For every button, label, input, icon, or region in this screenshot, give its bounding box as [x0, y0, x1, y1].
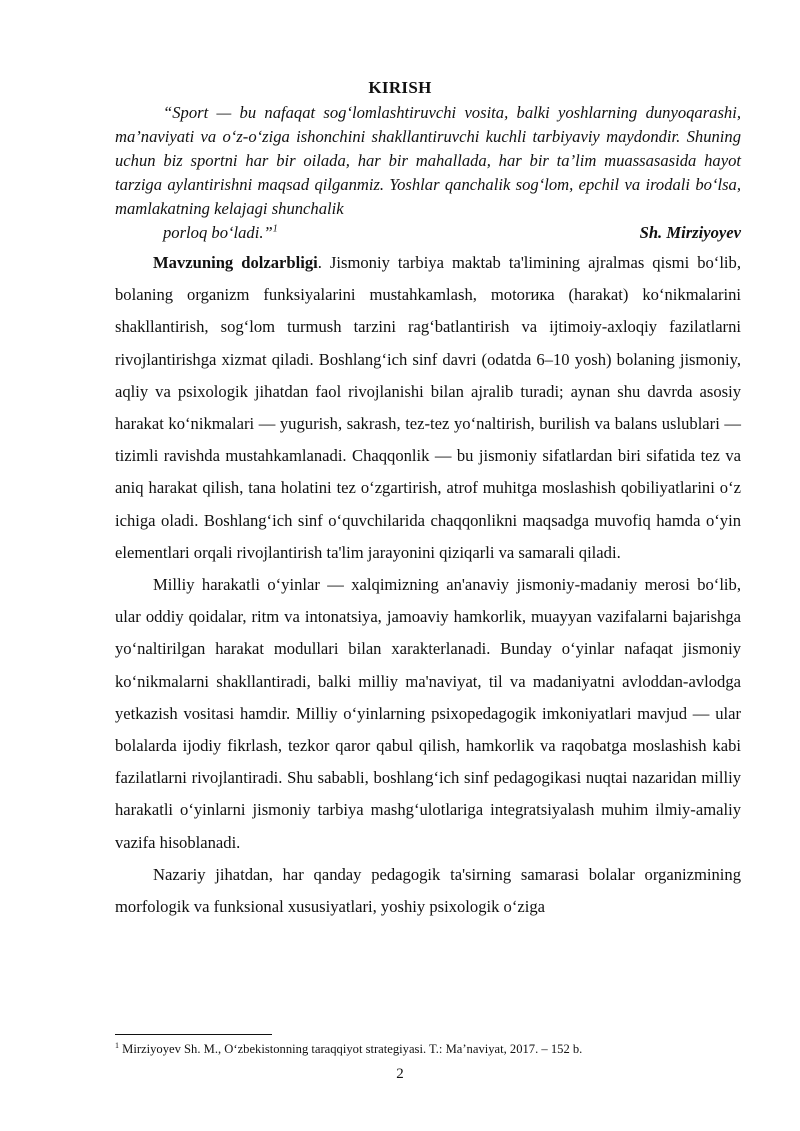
epigraph-last-text: porloq bo‘ladi.”: [163, 223, 273, 242]
paragraph-text: Milliy harakatli o‘yinlar — xalqimizning an'anaviy jismoniy-madaniy merosi bo‘lib, ular oddiy qoidalar, ritm va intonatsiya, jamoaviy hamkorlik, muayyan vazifalarni bajarishga yo‘naltirilgan harakat modullari bilan xarakterlanadi. Bunday o‘yinlar nafaqat jismoniy ko‘nikmalarni shakllantiradi, balki milliy ma'naviyat, til va madaniyatni avloddan-avlodga yetkazish vositasi hamdir. Milliy o‘yinlarning psixopedagogik imkoniyatlari mavjud — ular bolalarda ijodiy fikrlash, tezkor qaror qabul qilish, hamkorlik va raqobatga moslashish kabi fazilatlarni rivojlantiradi. Shu sababli, boshlang‘ich sinf pedagogikasi nuqtai nazaridan milliy harakatli o‘yinlarni jismoniy tarbiya mashg‘ulotlariga integratsiyalash muhim ilmiy-amaliy vazifa hisoblanadi.: [115, 575, 741, 852]
paragraph-text: . Jismoniy tarbiya maktab ta'limining ajralmas qismi bo‘lib, bolaning organizm funksiyalarini mustahkamlash, motorика (harakat) ko‘nikmalarini shakllantirish, sog‘lom turmush tarzini rag‘batlantirish va ijtimoiy-axloqiy fazilatlarni rivojlantirishga xizmat qiladi. Boshlang‘ich sinf davri (odatda 6–10 yosh) bolaning jismoniy, aqliy va psixologik jihatdan faol rivojlanishi bilan ajralib turadi; aynan shu davrda asosiy harakat ko‘nikmalari — yugurish, sakrash, tez-tez yo‘naltirish, burilish va balans uslublari — tizimli ravishda mustahkamlanadi. Chaqqonlik — bu jismoniy sifatlardan biri sifatida tez va aniq harakat qilish, tana holatini tez o‘zgartirish, atrof muhitga moslashish qobiliyatlarini o‘z ichiga oladi. Boshlang‘ich sinf o‘quvchilarida chaqqonlikni maqsadga muvofiq hamda o‘yin elementlari orqali rivojlantirish ta'lim jarayonini qiziqarli va samarali qiladi.: [115, 253, 741, 562]
footnote-mark: 1: [115, 1040, 119, 1050]
footnote-divider: [115, 1034, 272, 1035]
footnote-reference[interactable]: 1: [272, 223, 278, 235]
paragraph-national-games: [115, 569, 741, 859]
page-number: 2: [396, 1066, 404, 1082]
section-heading: KIRISH: [368, 78, 432, 97]
paragraph-lead: Mavzuning dolzarbligi: [153, 253, 318, 272]
epigraph-quote: [115, 101, 741, 245]
paragraph-text: Nazariy jihatdan, har qanday pedagogik ta'sirning samarasi bolalar organizmining morfologik va funksional xususiyatlari, yoshiy psixologik o‘ziga: [115, 864, 741, 917]
epigraph-author: Sh. Mirziyoyev: [639, 223, 741, 242]
epigraph-ending: [115, 221, 278, 245]
epigraph-text: “Sport — bu nafaqat sog‘lomlashtiruvchi vosita, balki yoshlarning dunyoqarashi, ma’naviyati va o‘z-o‘ziga ishonchini shakllantiruvchi kuchli tarbiyaviy maydondir. Shuning uchun biz sportni har bir oilada, har bir mahallada, har bir ta’lim muassasasida hayot tarziga aylantirishni maqsad qilganmiz. Yoshlar qanchalik sog‘lom, epchil va irodali bo‘lsa, mamlakatning kelajagi shunchalik: [115, 103, 741, 218]
paragraph-theory: [115, 859, 741, 923]
footnote: [115, 1041, 741, 1057]
epigraph-last-line: [115, 221, 741, 245]
body-text: [115, 247, 741, 923]
footnote-text: Mirziyoyev Sh. M., O‘zbekistonning taraqqiyot strategiyasi. T.: Ma’naviyat, 2017. – 152 b.: [119, 1042, 583, 1056]
paragraph-relevance: [115, 247, 741, 569]
